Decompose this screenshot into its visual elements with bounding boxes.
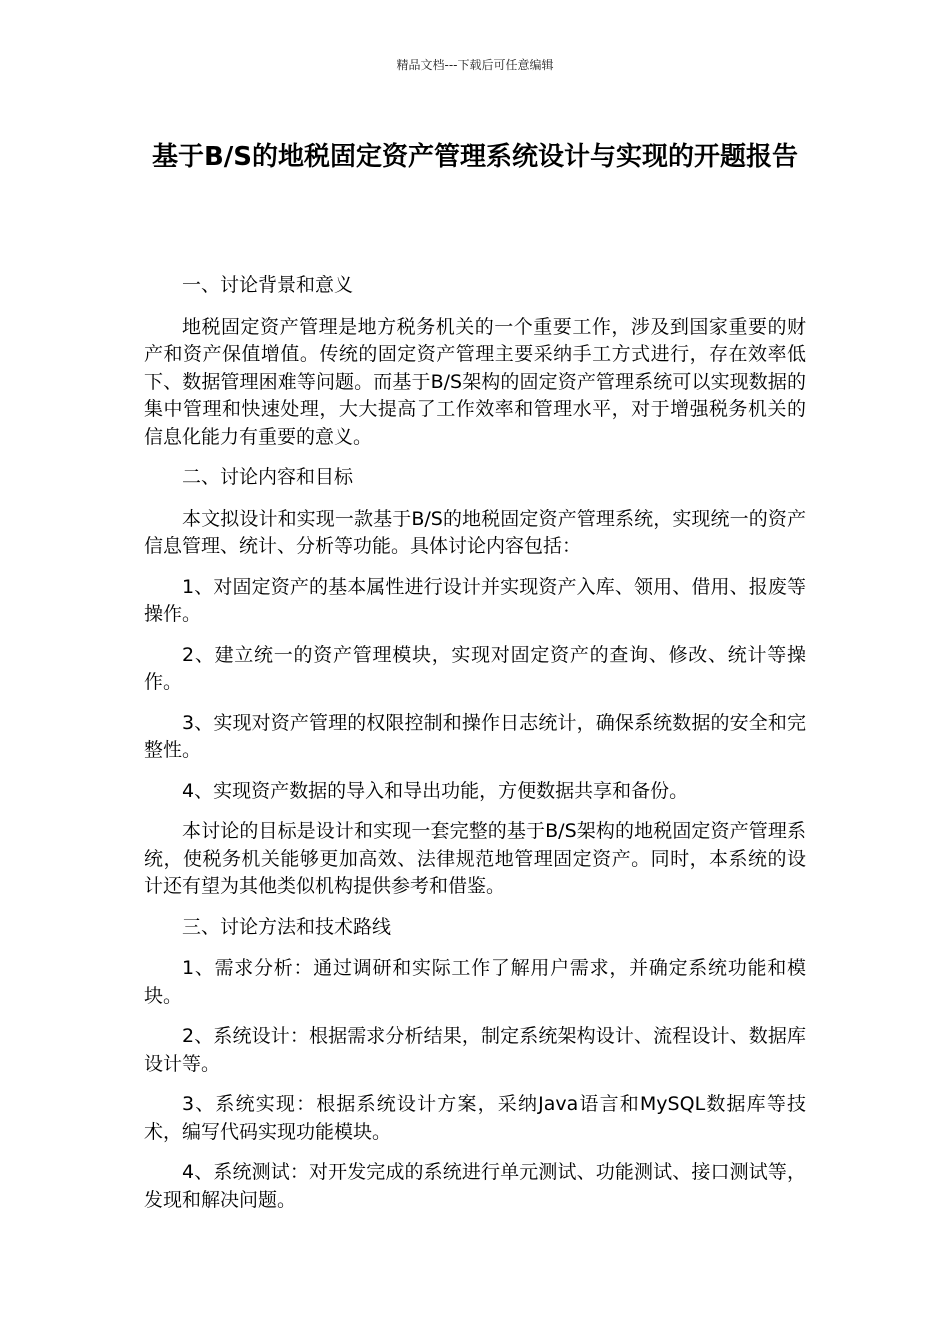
list-item-method-1: 1、需求分析：通过调研和实际工作了解用户需求，并确定系统功能和模块。 — [144, 957, 806, 1007]
list-item-content-1: 1、对固定资产的基本属性进行设计并实现资产入库、领用、借用、报废等操作。 — [144, 575, 806, 625]
list-item-method-4: 4、系统测试：对开发完成的系统进行单元测试、功能测试、接口测试等，发现和解决问题。 — [144, 1161, 806, 1211]
section-heading-background: 一、讨论背景和意义 — [182, 274, 354, 296]
list-item-content-4: 4、实现资产数据的导入和导出功能，方便数据共享和备份。 — [182, 779, 689, 802]
paragraph-content-intro: 本文拟设计和实现一款基于B/S的地税固定资产管理系统，实现统一的资产信息管理、统计、分析等功能。具体讨论内容包括： — [144, 507, 806, 557]
document-title: 基于B/S的地税固定资产管理系统设计与实现的开题报告 — [151, 142, 799, 172]
list-item-method-2: 2、系统设计：根据需求分析结果，制定系统架构设计、流程设计、数据库设计等。 — [144, 1025, 806, 1075]
list-item-content-2: 2、建立统一的资产管理模块，实现对固定资产的查询、修改、统计等操作。 — [144, 643, 806, 693]
section-heading-content-goals: 二、讨论内容和目标 — [182, 466, 354, 488]
list-item-content-3: 3、实现对资产管理的权限控制和操作日志统计，确保系统数据的安全和完整性。 — [144, 711, 806, 761]
list-item-method-3: 3、系统实现：根据系统设计方案，采纳Java语言和MySQL数据库等技术，编写代码实现功能模块。 — [144, 1093, 806, 1143]
section-heading-methods: 三、讨论方法和技术路线 — [182, 915, 392, 938]
paragraph-background: 地税固定资产管理是地方税务机关的一个重要工作，涉及到国家重要的财产和资产保值增值。传统的固定资产管理主要采纳手工方式进行，存在效率低下、数据管理困难等问题。而基于B/S架构的固定资产管理系统可以实现数据的集中管理和快速处理，大大提高了工作效率和管理水平，对于增强税务机关的信息化能力有重要的意义。 — [144, 315, 806, 448]
page-header: 精品文档---下载后可任意编辑 — [396, 58, 554, 72]
document-body — [144, 272, 806, 1227]
paragraph-goals: 本讨论的目标是设计和实现一套完整的基于B/S架构的地税固定资产管理系统，使税务机关能够更加高效、法律规范地管理固定资产。同时，本系统的设计还有望为其他类似机构提供参考和借鉴。 — [144, 820, 806, 897]
